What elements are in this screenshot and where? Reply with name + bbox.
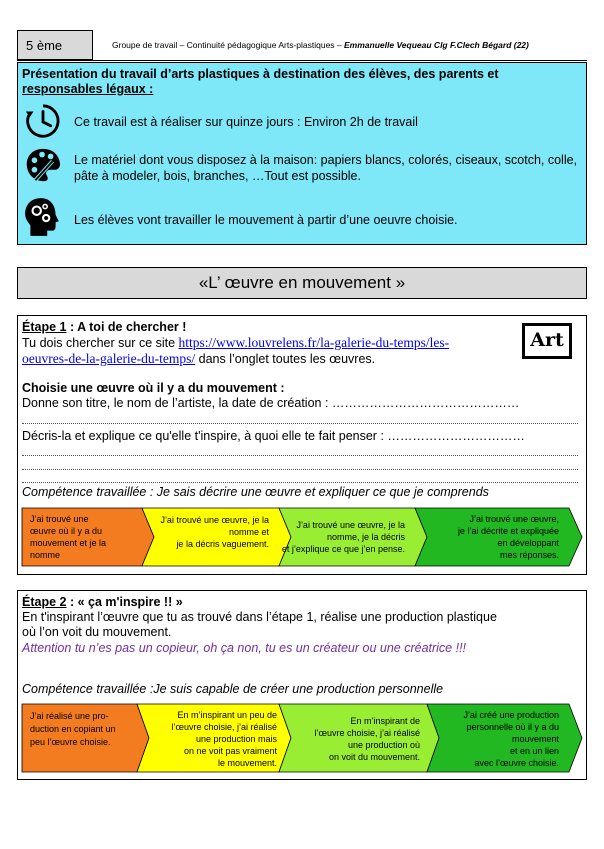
step2-heading: Étape 2 : « ça m'inspire !! » <box>22 595 183 609</box>
intro-materials-text: Le matériel dont vous disposez à la maison: papiers blancs, colorés, ciseaux, scotch, colle, pâte à modeler, bois, branches, …Tout est possible. <box>74 153 578 183</box>
rubric-text: personnelle où il y a du <box>466 722 559 732</box>
step2-instruction: En t'inspirant l’œuvre que tu as trouvé dans l’étape 1, réalise une production plastique où l’on voit du mouvement. <box>22 610 497 639</box>
step1-heading: Étape 1 : A toi de chercher ! <box>22 320 187 334</box>
answer-line[interactable] <box>22 454 578 456</box>
rubric-text: le mouvement. <box>217 758 277 768</box>
step1-competence: Compétence travaillée : Je sais décrire une œuvre et expliquer ce que je comprends <box>22 485 489 499</box>
rubric-text: mouvement <box>511 734 559 744</box>
step1-search-line: Tu dois chercher sur ce site https://www.louvrelens.fr/la-galerie-du-temps/les- <box>22 335 450 350</box>
header-rule <box>17 60 587 61</box>
art-logo: Art <box>522 323 572 359</box>
rubric-text: J’ai trouvé une œuvre, <box>469 514 559 524</box>
rubric-text: je l’ai décrite et expliquée <box>457 526 559 536</box>
rubric-text: en développant <box>497 538 559 548</box>
clock-icon <box>24 102 62 140</box>
rubric-text: J’ai trouvé une <box>30 514 89 524</box>
step1-instruction-title: Donne son titre, le nom de l’artiste, la date de création : ……………………………………… <box>22 396 520 410</box>
step2-competence: Compétence travaillée :Je suis capable de créer une production personnelle <box>22 682 444 696</box>
step1-subheading: Choisie une œuvre où il y a du mouvement : <box>22 381 285 395</box>
rubric-text: nomme et <box>228 527 269 537</box>
step2-rubric <box>17 703 587 775</box>
rubric-text: je la décris vaguement. <box>176 539 269 549</box>
rubric-text: duction en copiant un <box>30 724 116 734</box>
louvre-lens-link[interactable]: https://www.louvrelens.fr/la-galerie-du-temps/les- <box>178 335 450 350</box>
step2-warning: Attention tu n’es pas un copieur, oh ça non, tu es un créateur ou une créatrice !!! <box>22 641 467 655</box>
rubric-text: J’ai réalisé une pro- <box>30 711 109 721</box>
rubric-text: En m’inspirant de <box>350 716 420 726</box>
rubric-text: nomme, je la décris <box>326 532 405 542</box>
intro-duration-text: Ce travail est à réaliser sur quinze jours : Environ 2h de travail <box>74 115 418 129</box>
intro-title: Présentation du travail d’arts plastiques à destination des élèves, des parents et responsables légaux : <box>22 67 499 96</box>
rubric-text: J’ai créé une production <box>463 710 559 720</box>
rubric-text: mouvement et je la <box>30 538 107 548</box>
head-gears-icon <box>22 196 64 238</box>
rubric-text: l’œuvre choisie, j’ai réalisé <box>314 728 420 738</box>
rubric-text: une production où <box>347 740 420 750</box>
rubric-text: peu l’œuvre choisie. <box>30 737 111 747</box>
rubric-text: l’œuvre choisie, j’ai réalisé <box>171 722 277 732</box>
answer-line[interactable] <box>22 481 578 483</box>
rubric-text: on ne voit pas vraiment <box>183 746 277 756</box>
louvre-lens-link-cont[interactable]: oeuvres-de-la-galerie-du-temps/ <box>22 351 196 366</box>
rubric-text: J’ai trouvé une œuvre, je la <box>296 520 405 530</box>
step1-rubric <box>17 507 587 569</box>
header-authors: Emmanuelle Vequeau Clg F.Clech Bégard (22) <box>344 40 529 50</box>
step1-instruction-describe: Décris-la et explique ce qu'elle t'inspire, à quoi elle te fait penser : …………………………… <box>22 429 525 443</box>
answer-line[interactable] <box>22 422 578 424</box>
answer-line[interactable] <box>22 468 578 470</box>
rubric-text: mes réponses. <box>499 550 559 560</box>
rubric-text: et en un lien <box>509 746 559 756</box>
rubric-text: avec l’œuvre choisie. <box>474 758 559 768</box>
palette-icon <box>24 146 62 184</box>
grade-label: 5 ème <box>17 30 93 60</box>
rubric-text: nomme <box>30 550 61 560</box>
rubric-text: une production mais <box>195 734 277 744</box>
header-subtitle: Groupe de travail – Continuité pédagogique Arts-plastiques – Emmanuelle Vequeau Clg F.Clech Bégard (22) <box>112 40 529 50</box>
rubric-text: En m’inspirant un peu de <box>177 710 277 720</box>
rubric-text: J’ai trouvé une œuvre, je la <box>160 515 269 525</box>
step1-search-line2: oeuvres-de-la-galerie-du-temps/ dans l’onglet toutes les œuvres. <box>22 351 376 366</box>
rubric-text: et j’explique ce que j’en pense. <box>281 544 405 554</box>
rubric-text: on voit du mouvement. <box>328 752 420 762</box>
page-title: «L’ œuvre en mouvement » <box>17 267 587 299</box>
rubric-text: œuvre où il y a du <box>30 526 103 536</box>
intro-movement-text: Les élèves vont travailler le mouvement à partir d’une oeuvre choisie. <box>74 213 458 227</box>
